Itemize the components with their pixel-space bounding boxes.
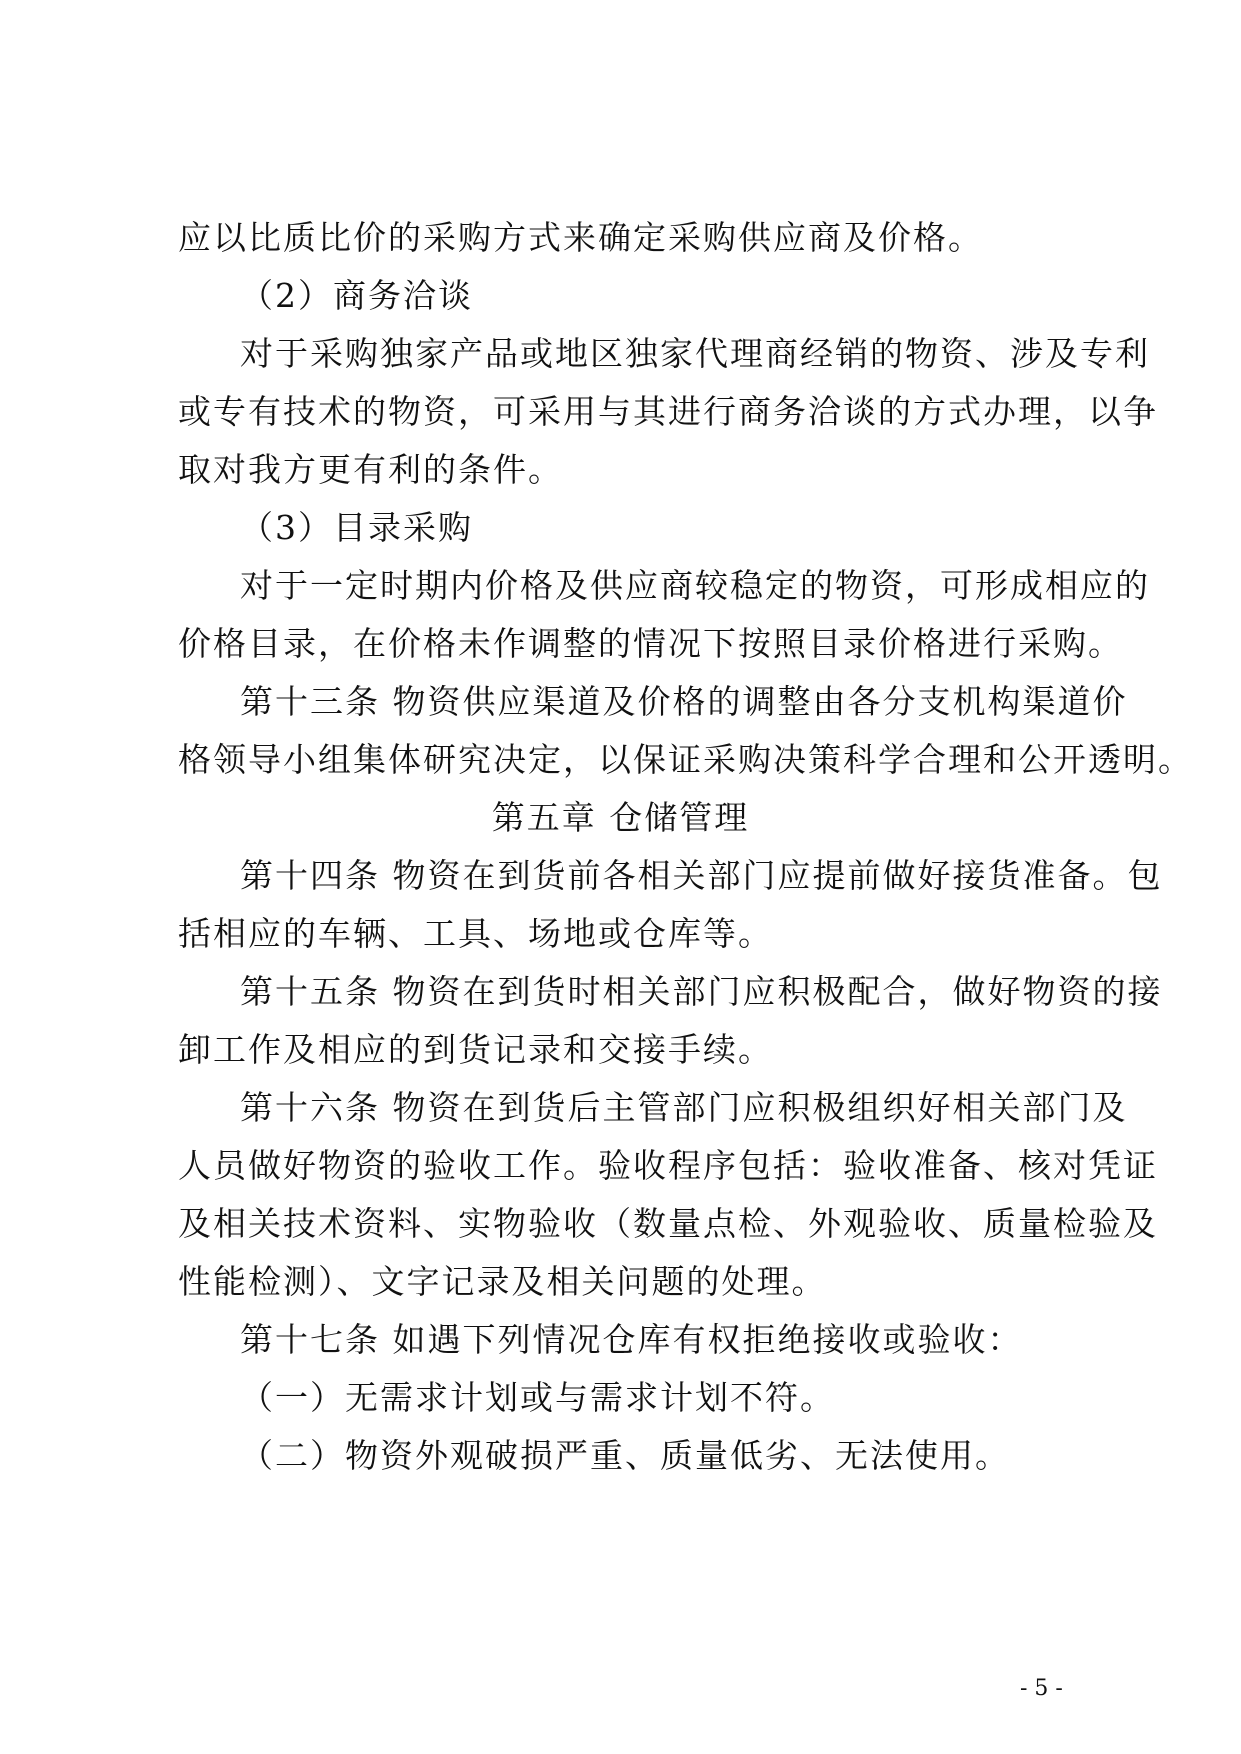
paragraph-line: 应以比质比价的采购方式来确定采购供应商及价格。 [178,218,983,257]
article-line: 第十四条 物资在到货前各相关部门应提前做好接货准备。包 [240,856,1163,895]
paragraph-line: 人员做好物资的验收工作。验收程序包括：验收准备、核对凭证 [178,1146,1158,1185]
article-line: 第十六条 物资在到货后主管部门应积极组织好相关部门及 [240,1088,1128,1127]
list-item: （一）无需求计划或与需求计划不符。 [240,1378,835,1417]
article-line: 第十七条 如遇下列情况仓库有权拒绝接收或验收： [240,1320,1023,1359]
article-line: 第十三条 物资供应渠道及价格的调整由各分支机构渠道价 [240,682,1128,721]
paragraph-line: 或专有技术的物资，可采用与其进行商务洽谈的方式办理，以争 [178,392,1158,431]
subsection-heading: （3）目录采购 [240,508,473,547]
paragraph-line: 取对我方更有利的条件。 [178,450,563,489]
paragraph-line: 价格目录，在价格未作调整的情况下按照目录价格进行采购。 [178,624,1123,663]
paragraph-line: 卸工作及相应的到货记录和交接手续。 [178,1030,773,1069]
subsection-heading: （2）商务洽谈 [240,276,473,315]
page-number: - 5 - [1020,1676,1063,1701]
article-line: 第十五条 物资在到货时相关部门应积极配合，做好物资的接 [240,972,1163,1011]
paragraph-line: 性能检测）、文字记录及相关问题的处理。 [178,1262,827,1301]
paragraph-line: 对于采购独家产品或地区独家代理商经销的物资、涉及专利 [240,334,1150,373]
chapter-title: 第五章 仓储管理 [491,798,750,837]
paragraph-line: 格领导小组集体研究决定，以保证采购决策科学合理和公开透明。 [178,740,1193,779]
paragraph-line: 括相应的车辆、工具、场地或仓库等。 [178,914,773,953]
list-item: （二）物资外观破损严重、质量低劣、无法使用。 [240,1436,1010,1475]
paragraph-line: 及相关技术资料、实物验收（数量点检、外观验收、质量检验及 [178,1204,1158,1243]
paragraph-line: 对于一定时期内价格及供应商较稳定的物资，可形成相应的 [240,566,1150,605]
